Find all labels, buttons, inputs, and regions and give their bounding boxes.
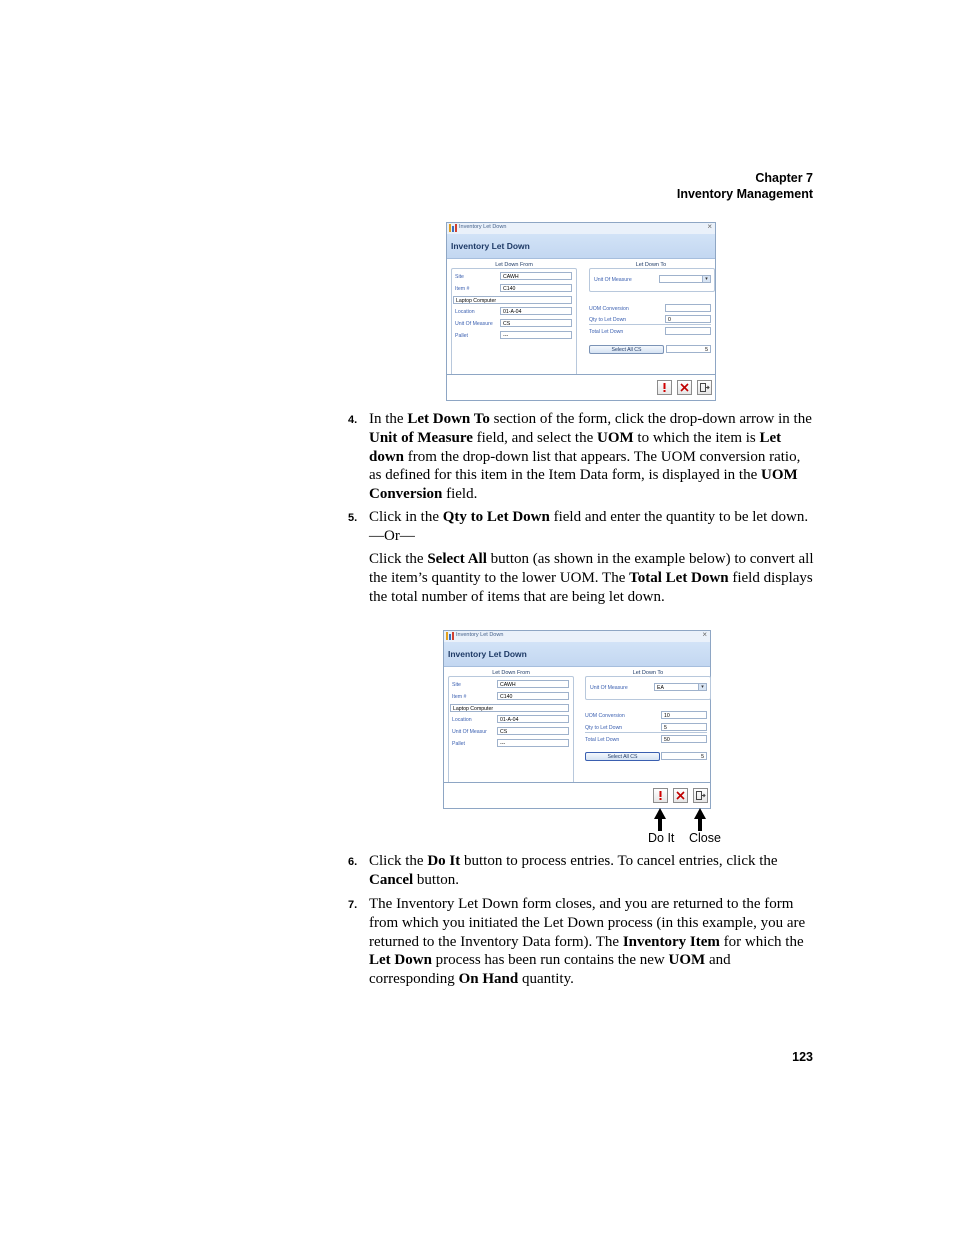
cancel-button[interactable] [673,788,688,803]
location-field[interactable]: 01-A-04 [497,715,569,723]
uom-from-label: Unit Of Measure [455,321,493,327]
callout-arrows [650,806,710,832]
step-number-7: 7. [348,899,358,911]
chevron-down-icon[interactable]: ▾ [702,276,710,282]
description-field[interactable]: Laptop Computer [453,296,572,304]
step-7-text: The Inventory Let Down form closes, and you are returned to the form from which you initiated the Let Down process (in this example, you are returned to the Inventory Data form). The Inventory Item for which the Let Down process has been run contains the new UOM and corresponding On Hand quantity. [369,896,806,988]
item-field[interactable]: C140 [497,692,569,700]
pallet-field[interactable]: --- [500,331,572,339]
form-heading: Inventory Let Down [451,241,530,251]
step-5-alt-text: Click the Select All button (as shown in the example below) to convert all the item’s quantity to the lower UOM. The Total Let Down field displays the total number of items that are being let down. [369,551,814,605]
let-down-from-title: Let Down From [492,670,530,676]
uom-from-field[interactable]: CS [500,319,572,327]
cancel-x-icon [679,382,690,393]
uom-conversion-label: UOM Conversion [585,713,625,719]
location-label: Location [455,309,475,315]
close-icon[interactable]: × [702,630,707,639]
header-band [447,234,715,259]
step-number-4: 4. [348,414,358,426]
header-band [444,642,710,667]
close-callout: Close [689,831,721,845]
button-bar [444,782,710,808]
total-label: Total Let Down [589,329,624,335]
window-title: Inventory Let Down [459,224,507,230]
step-4-text: In the Let Down To section of the form, click the drop-down arrow in the Unit of Measure field, and select the UOM to which the item is Let down from the drop-down list that appears. The UOM conversion ratio, as defined for this item in the Item Data form, is displayed in the UOM Conversion field. [369,411,812,503]
let-down-to-title: Let Down To [632,670,664,676]
select-all-button[interactable]: Select All CS [589,345,664,354]
close-button[interactable] [693,788,708,803]
pallet-label: Pallet [455,333,468,339]
chevron-down-icon[interactable]: ▾ [698,684,706,690]
select-all-button[interactable]: Select All CS [585,752,660,761]
do-it-button[interactable] [657,380,672,395]
description-field[interactable]: Laptop Computer [450,704,569,712]
inventory-let-down-dialog-1 [446,222,716,401]
qty-field[interactable]: 5 [661,723,707,731]
step-6-text: Click the Do It button to process entries. To cancel entries, click the Cancel button. [369,853,778,888]
uom-to-label: Unit Of Measure [590,685,628,691]
chapter-number: Chapter 7 [755,171,813,185]
item-label: Item # [452,694,467,700]
exit-door-icon [699,382,710,393]
exclamation-icon [659,382,670,393]
app-icon [446,632,455,640]
uom-conversion-field[interactable]: 10 [661,711,707,719]
exit-door-icon [695,790,706,801]
step-5-text: Click in the Qty to Let Down field and enter the quantity to be let down. —Or— [369,509,809,544]
form-heading: Inventory Let Down [448,649,527,659]
close-arrow-icon [694,808,706,831]
close-icon[interactable]: × [707,222,712,231]
cancel-x-icon [675,790,686,801]
uom-from-field[interactable]: CS [497,727,569,735]
site-label: Site [455,274,464,280]
do-it-callout: Do It [648,831,675,845]
uom-conversion-label: UOM Conversion [589,306,629,312]
site-label: Site [452,682,461,688]
uom-to-select[interactable] [659,275,711,283]
step-number-5: 5. [348,512,358,524]
uom-to-label: Unit Of Measure [594,277,632,283]
site-field[interactable]: CAWH [497,680,569,688]
page-number: 123 [792,1050,813,1064]
pallet-label: Pallet [452,741,465,747]
uom-from-label: Unit Of Measur [452,729,487,735]
select-all-qty: 5 [666,345,711,353]
app-icon [449,224,458,232]
uom-to-value: EA [657,685,664,691]
select-all-qty: 5 [661,752,707,760]
do-it-button[interactable] [653,788,668,803]
qty-label: Qty to Let Down [589,317,627,323]
uom-conversion-field[interactable] [665,304,711,312]
divider [589,324,711,325]
button-bar [447,374,715,400]
divider [585,732,707,733]
location-field[interactable]: 01-A-04 [500,307,572,315]
exclamation-icon [655,790,666,801]
window-title: Inventory Let Down [456,632,504,638]
let-down-from-title: Let Down From [495,262,533,268]
total-field[interactable] [665,327,711,335]
uom-to-select[interactable] [654,683,707,691]
pallet-field[interactable]: --- [497,739,569,747]
site-field[interactable]: CAWH [500,272,572,280]
do-it-arrow-icon [654,808,666,831]
total-field[interactable]: 50 [661,735,707,743]
item-field[interactable]: C140 [500,284,572,292]
close-button[interactable] [697,380,712,395]
qty-label: Qty to Let Down [585,725,623,731]
cancel-button[interactable] [677,380,692,395]
qty-field[interactable]: 0 [665,315,711,323]
inventory-let-down-dialog-2 [443,630,711,809]
total-label: Total Let Down [585,737,620,743]
step-number-6: 6. [348,856,358,868]
let-down-to-title: Let Down To [635,262,667,268]
location-label: Location [452,717,472,723]
item-label: Item # [455,286,470,292]
chapter-title: Inventory Management [676,187,813,201]
